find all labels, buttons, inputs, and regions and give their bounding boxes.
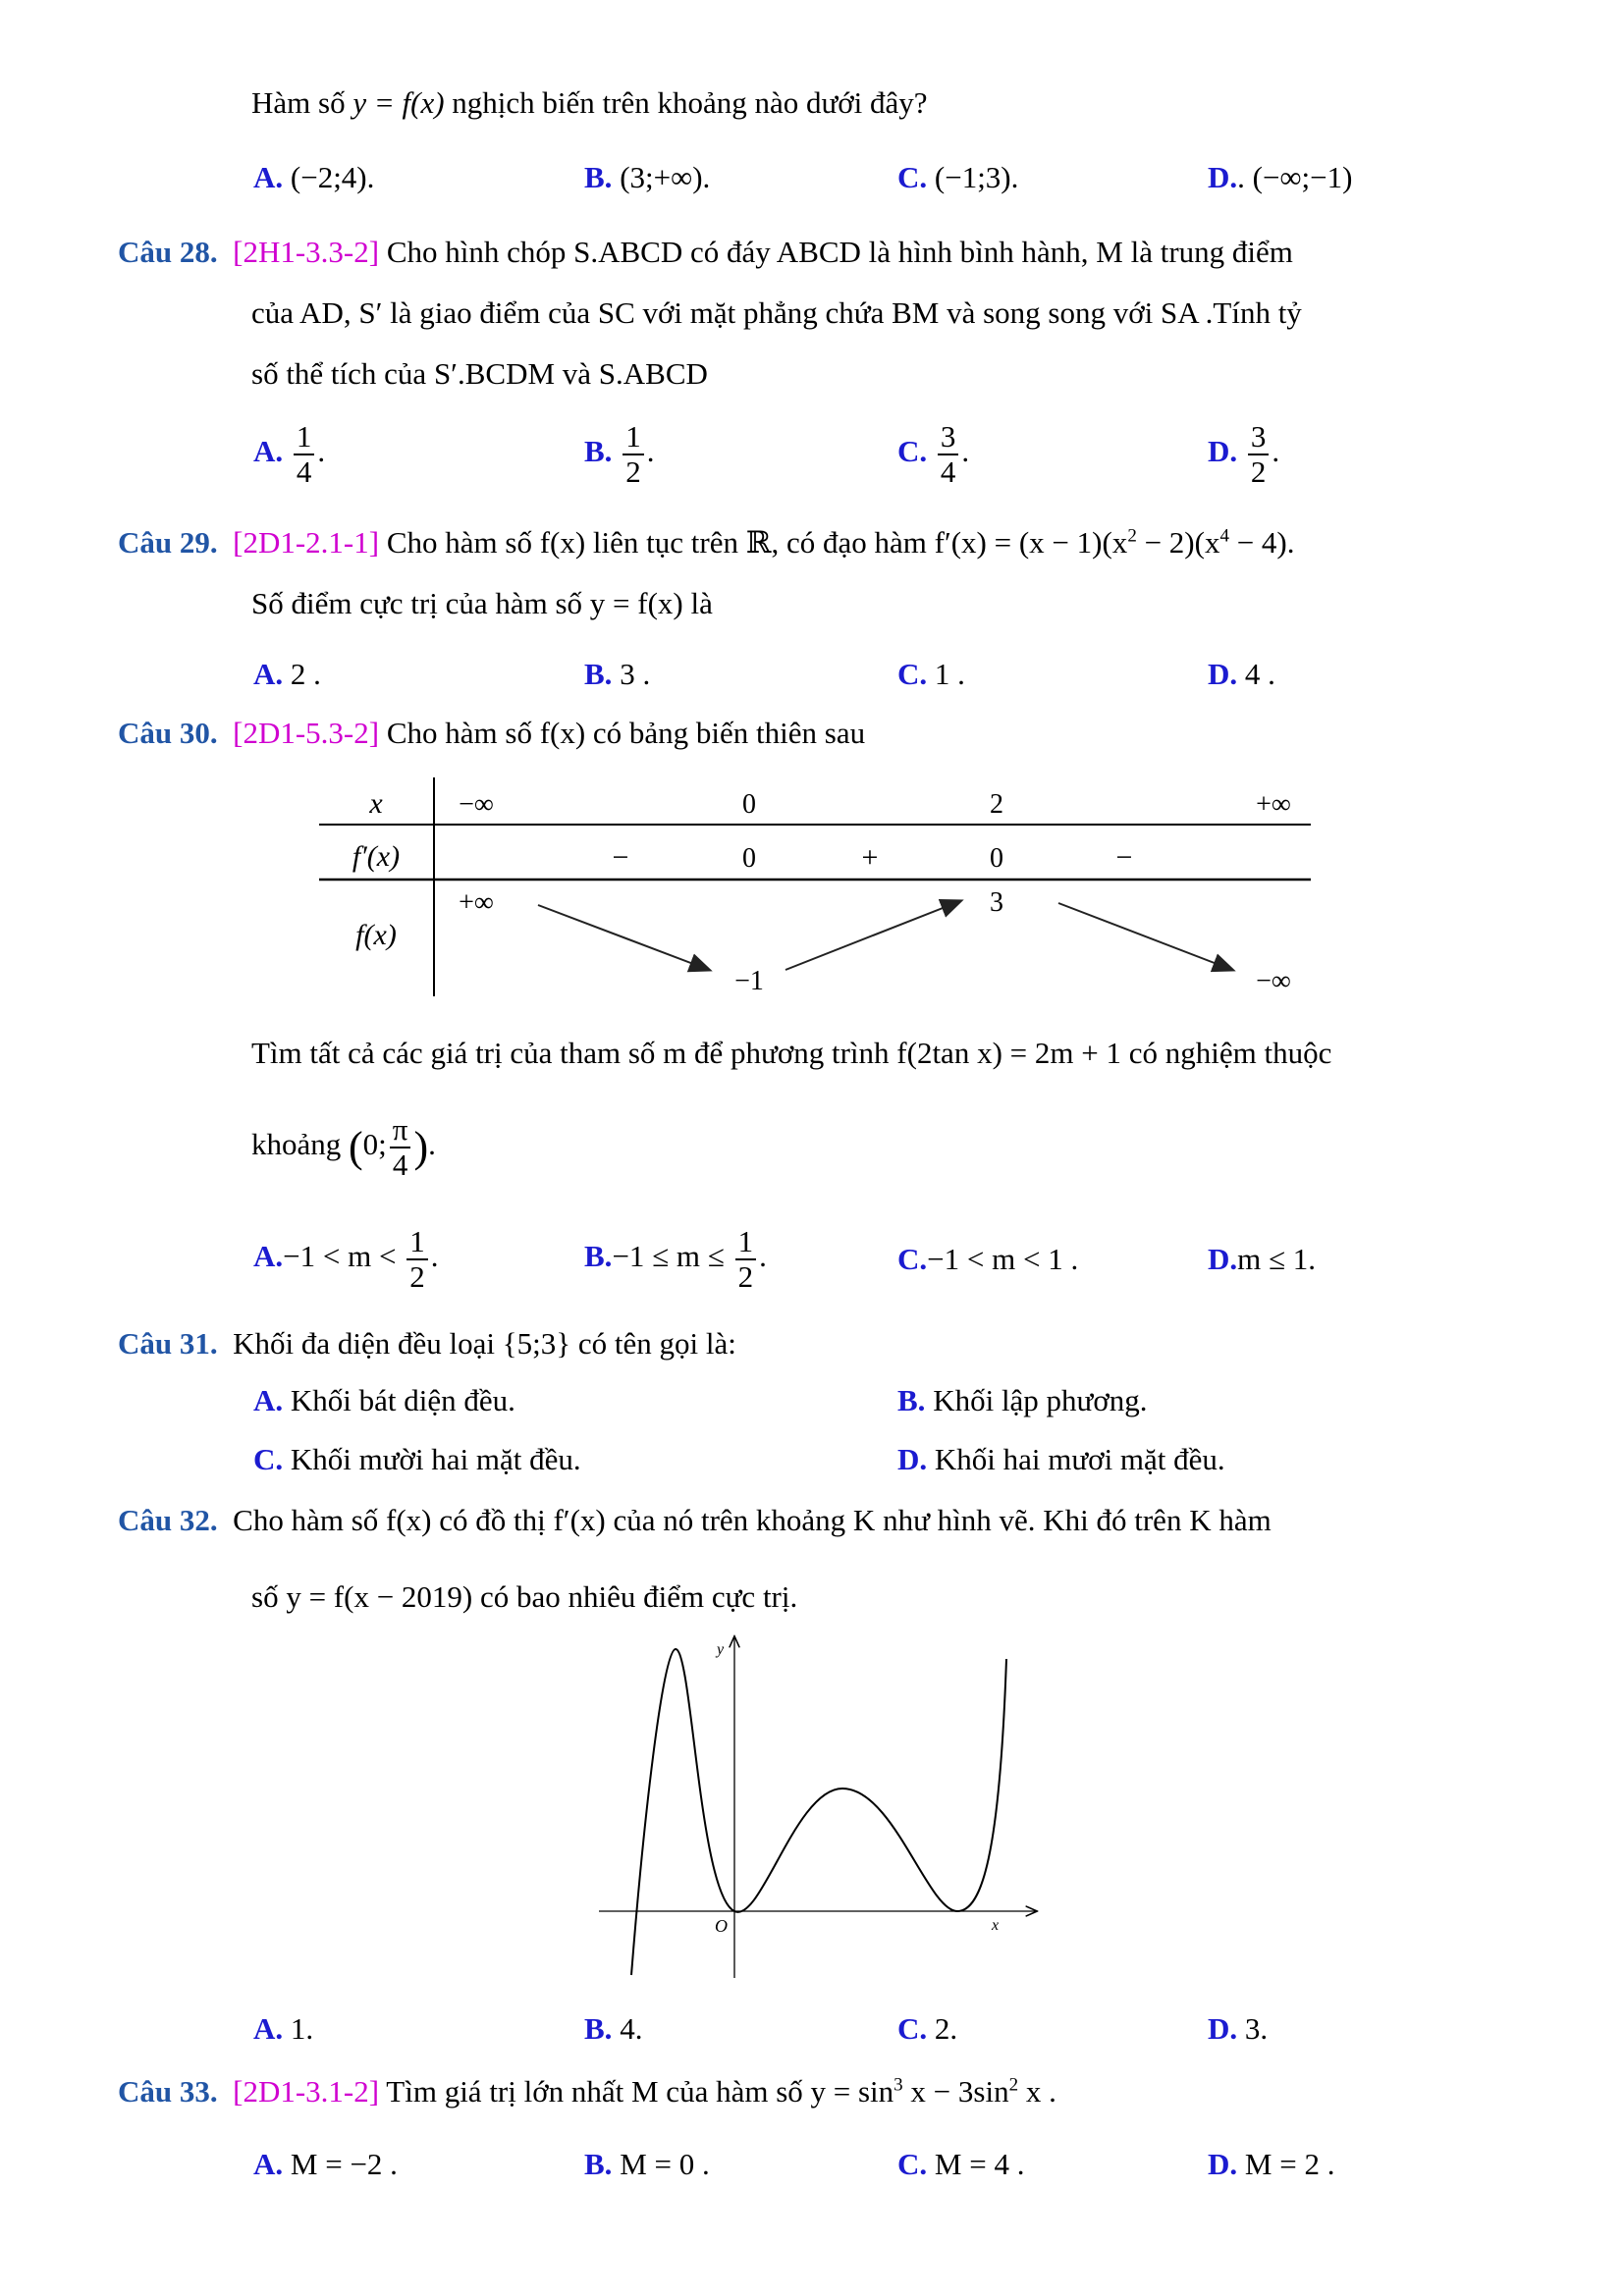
q30-stem: Câu 30. [2D1-5.3-2] Cho hàm số f(x) có bảng biến thiên sau	[118, 716, 866, 750]
q32-line1: Câu 32. Cho hàm số f(x) có đồ thị f′(x) của nó trên khoảng K như hình vẽ. Khi đó trên K hàm	[118, 1503, 1272, 1537]
q31-option-d: D. Khối hai mươi mặt đều.	[897, 1442, 1225, 1476]
q29-line2: Số điểm cực trị của hàm số y = f(x) là	[251, 586, 713, 620]
q27-option-b: B. (3;+∞).	[584, 160, 711, 194]
q28-option-a: A. $\frac{1}{4}$ .	[253, 419, 326, 490]
q33-option-b: B. M = 0 .	[584, 2147, 710, 2181]
q30-option-a: A.−1 < m < $\frac{1}{2}$ .	[253, 1224, 439, 1295]
q31-option-c: C. Khối mười hai mặt đều.	[253, 1442, 581, 1476]
derivative-graph	[589, 1629, 1051, 1993]
q33-option-a: A. M = −2 .	[253, 2147, 398, 2181]
x-value: 0	[742, 789, 756, 820]
q28-option-c: C. $\frac{3}{4}$ .	[897, 419, 970, 490]
table-label-f: f(x)	[355, 919, 397, 951]
fprime-value: 0	[742, 843, 756, 874]
q27-option-d: D.. (−∞;−1)	[1208, 160, 1353, 194]
q32-option-c: C. 2.	[897, 2011, 958, 2046]
q29-option-d: D. 4 .	[1208, 657, 1275, 691]
q28-line3: số thể tích của S′.BCDM và S.ABCD	[251, 356, 708, 391]
decrease-arrow	[538, 905, 709, 970]
f-value: 3	[990, 887, 1003, 918]
q33-option-d: D. M = 2 .	[1208, 2147, 1335, 2181]
q32-line2: số y = f(x − 2019) có bao nhiêu điểm cực trị.	[251, 1579, 798, 1614]
fprime-sign: −	[1115, 841, 1133, 874]
decrease-arrow	[1058, 903, 1232, 970]
x-value: 2	[990, 789, 1003, 820]
f-value: −∞	[1256, 966, 1291, 996]
q29-option-c: C. 1 .	[897, 657, 965, 691]
q28-option-b: B. $\frac{1}{2}$ .	[584, 419, 655, 490]
q29-option-b: B. 3 .	[584, 657, 651, 691]
table-label-x: x	[369, 787, 383, 820]
q30-option-d: D.m ≤ 1.	[1208, 1242, 1317, 1276]
q27-option-a: A. (−2;4).	[253, 160, 375, 194]
q28-line2: của AD, S′ là giao điểm của SC với mặt phẳng chứa BM và song song với SA .Tính tỷ	[251, 295, 1302, 330]
f-value: +∞	[459, 887, 494, 918]
q31-stem: Câu 31. Khối đa diện đều loại {5;3} có tên gọi là:	[118, 1326, 736, 1361]
q33-stem: Câu 33. [2D1-3.1-2] Tìm giá trị lớn nhất M của hàm số $y = \sin^3 x - 3\sin^2$ x .	[118, 2074, 1056, 2109]
increase-arrow	[785, 901, 960, 970]
f-value: −1	[734, 966, 764, 996]
q30-line2: khoảng (0; $\frac{\pi}{4}$ ).	[251, 1112, 436, 1183]
x-axis-label: x	[992, 1917, 1000, 1934]
fprime-sign: +	[861, 841, 879, 874]
q33-option-c: C. M = 4 .	[897, 2147, 1025, 2181]
q28-option-d: D. $\frac{3}{2}$ .	[1208, 419, 1280, 490]
q30-line1: Tìm tất cả các giá trị của tham số m để phương trình f(2tan x) = 2m + 1 có nghiệm thuộc	[251, 1036, 1332, 1070]
q30-option-b: B.−1 ≤ m ≤ $\frac{1}{2}$ .	[584, 1224, 767, 1295]
q31-option-a: A. Khối bát diện đều.	[253, 1383, 515, 1417]
q29-line1: Câu 29. [2D1-2.1-1] Cho hàm số f(x) liên tục trên ℝ, có đạo hàm $f'(x) = (x - 1)(x^2 - 2)(x^4 - 4)$.	[118, 525, 1295, 560]
q29-option-a: A. 2 .	[253, 657, 321, 691]
x-value: −∞	[459, 789, 494, 820]
q31-option-b: B. Khối lập phương.	[897, 1383, 1148, 1417]
fprime-value: 0	[990, 843, 1003, 874]
table-label-fprime: f′(x)	[352, 840, 401, 873]
q27-option-c: C. (−1;3).	[897, 160, 1019, 194]
q27-stem: Hàm số y = f(x) nghịch biến trên khoảng nào dưới đây?	[251, 85, 928, 120]
q30-option-c: C.−1 < m < 1 .	[897, 1242, 1079, 1276]
fprime-sign: −	[612, 841, 629, 874]
q32-option-b: B. 4.	[584, 2011, 643, 2046]
y-axis-label: y	[717, 1641, 725, 1658]
x-value: +∞	[1256, 789, 1291, 820]
derivative-curve	[631, 1649, 1006, 1975]
q28-line1: Câu 28. [2H1-3.3-2] Cho hình chóp S.ABCD có đáy ABCD là hình bình hành, M là trung điểm	[118, 235, 1293, 269]
q32-option-a: A. 1.	[253, 2011, 314, 2046]
q32-option-d: D. 3.	[1208, 2011, 1269, 2046]
origin-label: O	[715, 1916, 728, 1936]
variation-table	[314, 775, 1326, 1001]
